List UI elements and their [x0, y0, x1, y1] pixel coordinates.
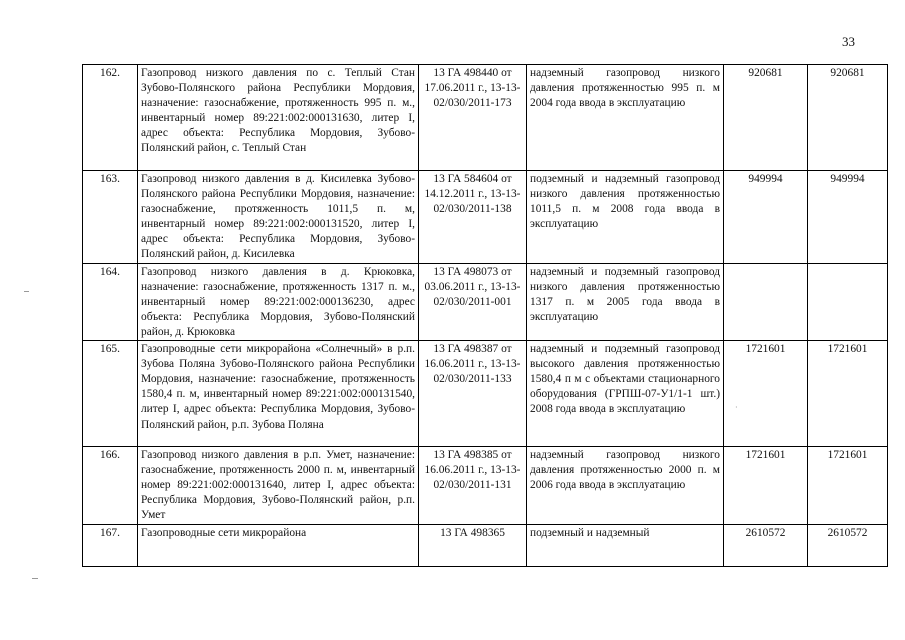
object-characteristics: подземный и надземный [527, 524, 724, 566]
margin-mark [24, 291, 29, 292]
value-2: 949994 [808, 171, 888, 264]
object-description: Газопроводные сети микрорайона [138, 524, 419, 566]
table-row [83, 524, 888, 566]
registration-certificate: 13 ГА 498385 от 16.06.2011 г., 13-13-02/030/2011-131 [419, 447, 527, 524]
object-characteristics: надземный и подземный газопровод высокого давления протяженностью 1580,4 п м с объектами стационарного оборудования (ГРПШ-07-У1/1-1 шт.) 2008 года ввода в эксплуатацию [527, 341, 724, 447]
row-number: 162. [83, 65, 138, 171]
registration-certificate: 13 ГА 498387 от 16.06.2011 г., 13-13-02/030/2011-133 [419, 341, 527, 447]
row-number: 164. [83, 263, 138, 340]
object-description: Газопровод низкого давления в д. Кисилевка Зубово-Полянского района Республики Мордовия, назначение: газоснабжение, протяженность 1011,5 п. м, инвентарный номер 89:221:002:000131520, литер I, адрес объекта: Республика Мордовия, Зубово-Полянский район, д. Кисилевка [138, 171, 419, 264]
table-row [83, 171, 888, 264]
registration-certificate: 13 ГА 498440 от 17.06.2011 г., 13-13-02/030/2011-173 [419, 65, 527, 171]
row-number: 165. [83, 341, 138, 447]
registration-certificate: 13 ГА 498073 от 03.06.2011 г., 13-13-02/030/2011-001 [419, 263, 527, 340]
value-2: 920681 [808, 65, 888, 171]
value-2 [808, 263, 888, 340]
object-characteristics: надземный газопровод низкого давления протяженностью 995 п. м 2004 года ввода в эксплуатацию [527, 65, 724, 171]
row-number: 167. [83, 524, 138, 566]
object-description: Газопровод низкого давления по с. Теплый Стан Зубово-Полянского района Республики Мордовия, назначение: газоснабжение, протяженность 995 п. м., инвентарный номер 89:221:002:000131630, литер I, адрес объекта: Республика Мордовия, Зубово-Полянский район, с. Теплый Стан [138, 65, 419, 171]
value-1: 949994 [724, 171, 808, 264]
value-1 [724, 263, 808, 340]
object-description: Газопровод низкого давления в р.п. Умет, назначение: газоснабжение, протяженность 2000 п. м, инвентарный номер 89:221:002:000131640, литер I, адрес объекта: Республика Мордовия, Зубово-Полянский район, р.п. Умет [138, 447, 419, 524]
row-number: 166. [83, 447, 138, 524]
value-1: 1721601 [724, 447, 808, 524]
value-1: 1721601 [724, 341, 808, 447]
object-characteristics: подземный и надземный газопровод низкого давления протяженностью 1011,5 п. м 2008 года ввода в эксплуатацию [527, 171, 724, 264]
table-row [83, 65, 888, 171]
property-table [82, 64, 888, 567]
value-2: 1721601 [808, 341, 888, 447]
registration-certificate: 13 ГА 584604 от 14.12.2011 г., 13-13-02/030/2011-138 [419, 171, 527, 264]
page-number: 33 [842, 34, 855, 49]
stray-mark: · [735, 403, 738, 412]
object-characteristics: надземный газопровод низкого давления протяженностью 2000 п. м 2006 года ввода в эксплуатацию [527, 447, 724, 524]
registration-certificate: 13 ГА 498365 [419, 524, 527, 566]
table-row [83, 341, 888, 447]
table-row [83, 447, 888, 524]
value-1: 920681 [724, 65, 808, 171]
object-description: Газопровод низкого давления в д. Крюковка, назначение: газоснабжение, протяженность 1317 п. м., инвентарный номер 89:221:002:000136230, адрес объекта: Республика Мордовия, Зубово-Полянский район, д. Крюковка [138, 263, 419, 340]
table-row [83, 263, 888, 340]
row-number: 163. [83, 171, 138, 264]
object-description: Газопроводные сети микрорайона «Солнечный» в р.п. Зубова Поляна Зубово-Полянского района Республики Мордовия, назначение: газоснабжение, протяженность 1580,4 п. м, инвентарный номер 89:221:002:000131540, литер I, адрес объекта: Республика Мордовия, Зубово-Полянский район, р.п. Зубова Поляна [138, 341, 419, 447]
margin-mark [32, 578, 38, 579]
value-2: 2610572 [808, 524, 888, 566]
value-1: 2610572 [724, 524, 808, 566]
object-characteristics: надземный и подземный газопровод низкого давления протяженностью 1317 п. м 2005 года ввода в эксплуатацию [527, 263, 724, 340]
value-2: 1721601 [808, 447, 888, 524]
